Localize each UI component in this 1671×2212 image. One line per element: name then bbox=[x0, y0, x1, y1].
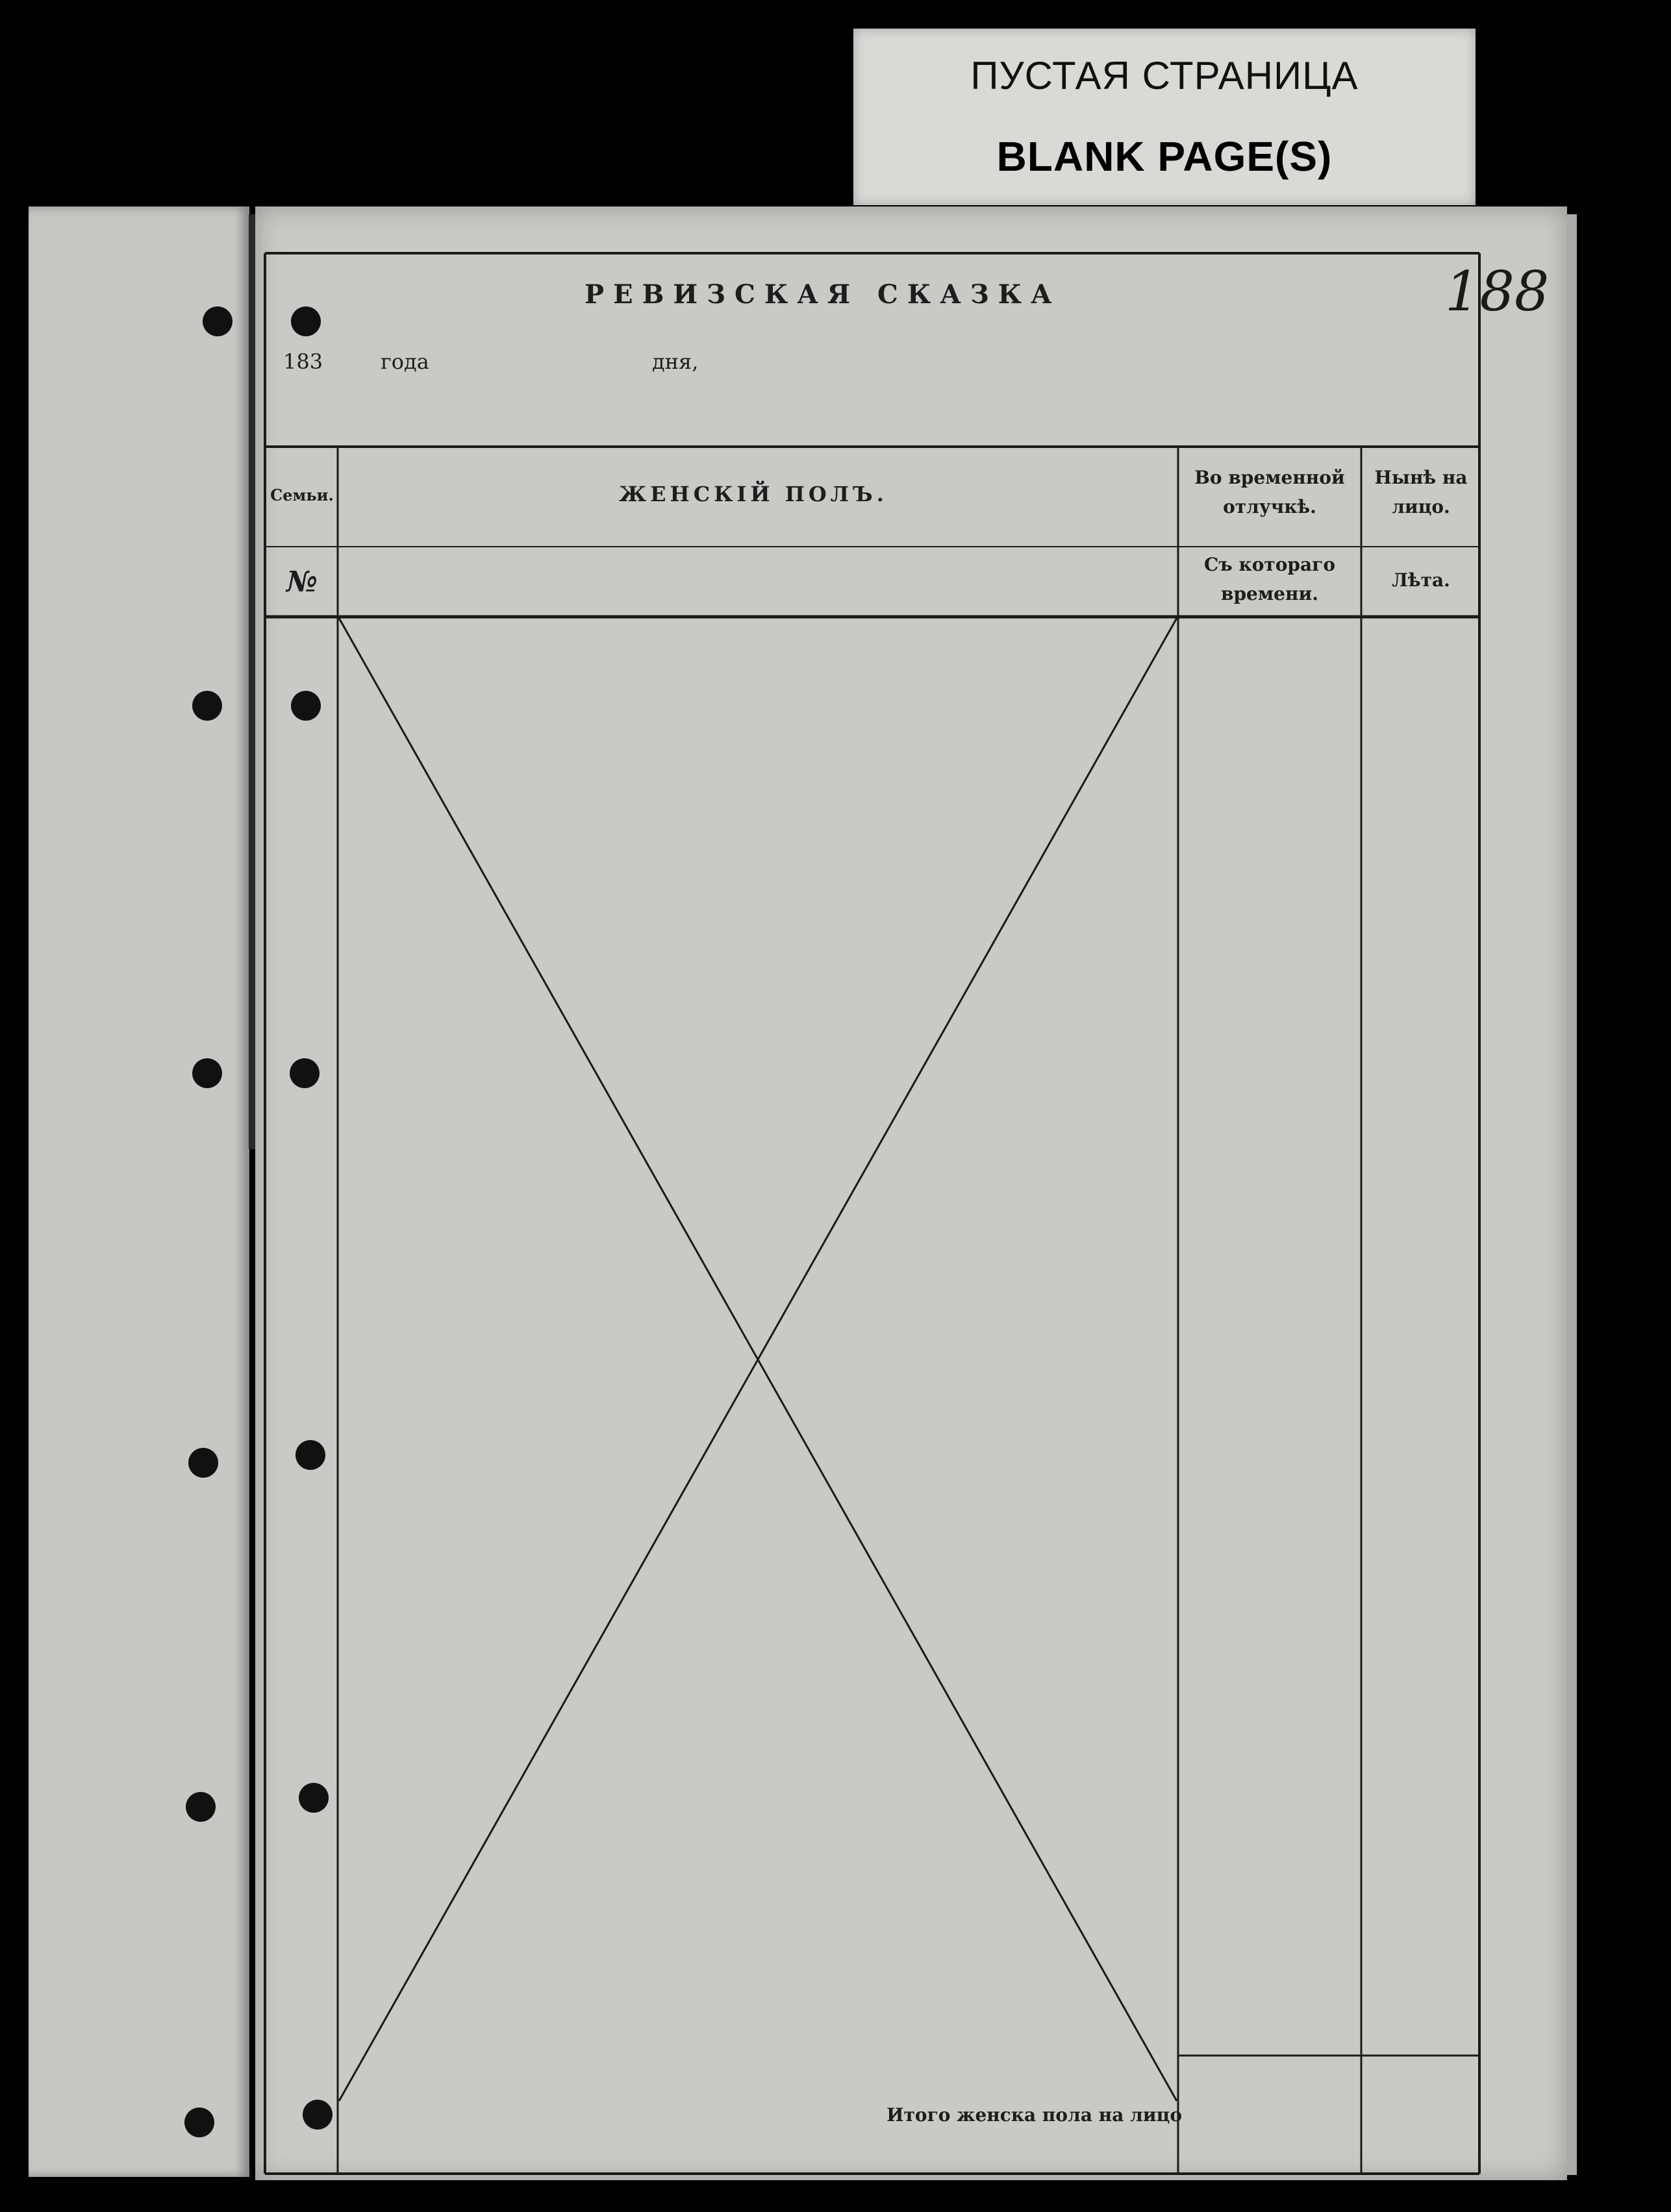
year-label: года bbox=[381, 349, 429, 374]
slip-russian-text: ПУСТАЯ СТРАНИЦА bbox=[970, 54, 1359, 97]
subheader-since-when: Съ котораго времени. bbox=[1204, 554, 1335, 604]
subheader-number: № bbox=[286, 565, 318, 599]
year-prefix: 183 bbox=[283, 349, 323, 374]
day-label: дня, bbox=[652, 349, 699, 374]
form-title: РЕВИЗСКАЯ СКАЗКА bbox=[584, 279, 1061, 310]
page-number: 188 bbox=[1445, 260, 1550, 323]
slip-english-text: BLANK PAGE(S) bbox=[996, 133, 1333, 180]
column-family: Семьи. bbox=[270, 486, 334, 504]
footer-total-label: Итого женска пола на лицо bbox=[886, 2104, 1182, 2126]
column-present-now: Нынѣ на лицо. bbox=[1374, 467, 1468, 517]
subheader-years: Лѣта. bbox=[1392, 569, 1450, 591]
column-female-sex: ЖЕНСКІЙ ПОЛЪ. bbox=[619, 482, 888, 506]
column-temporary-absence: Во временной отлучкѣ. bbox=[1194, 467, 1345, 517]
